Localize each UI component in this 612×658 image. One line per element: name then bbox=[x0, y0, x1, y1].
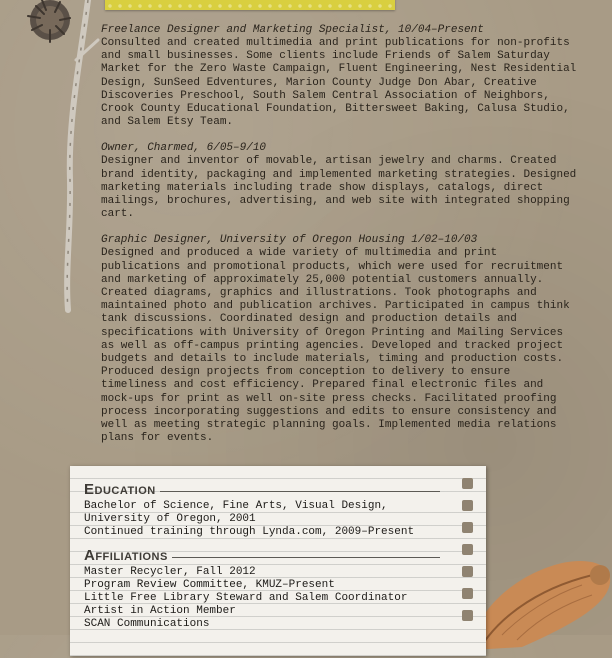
job-title: Freelance Designer and Marketing Specialist, 10/04–Present bbox=[101, 24, 484, 36]
affiliation-entry: Program Review Committee, KMUZ–Present bbox=[84, 579, 335, 591]
heading-rule bbox=[172, 557, 440, 558]
work-experience bbox=[101, 24, 581, 458]
affiliation-entry: SCAN Communications bbox=[84, 618, 210, 630]
binder-hole bbox=[462, 610, 473, 621]
heading-rule bbox=[160, 491, 440, 492]
job-description: Designed and produced a wide variety of multimedia and print publications and promotional products, which were used for recruitment and marketing of approximately 25,000 potential customers annually. Created diagrams, graphics and illustrations. Took photographs and maintained photo and publication archives. Participated in campus think tank discussions. Coordinated design and production details and specifications with University of Oregon Printing and Mailing Services as well as off-campus printing agencies. Developed and tracked project budgets and details to include materials, timing and production costs. Produced design projects from conception to delivery to ensure timeliness and cost efficiency. Prepared final electronic files and mock-ups for print as well on-site press checks. Facilitated proofing process incorporating suggestions and edits to ensure consistency and well as meeting strategic planning goals. Implemented media relations plans for events. bbox=[101, 247, 570, 445]
job-title: Graphic Designer, University of Oregon Housing 1/02–10/03 bbox=[101, 234, 478, 247]
affiliations-entries bbox=[84, 566, 486, 631]
binder-hole bbox=[462, 522, 473, 533]
job-entry-freelance bbox=[101, 24, 581, 129]
education-heading-text: Education bbox=[84, 480, 156, 498]
education-entry: University of Oregon, 2001 bbox=[84, 513, 256, 525]
affiliation-entry: Little Free Library Steward and Salem Coordinator bbox=[84, 592, 408, 604]
affiliations-heading bbox=[84, 546, 486, 564]
affiliation-entry: Master Recycler, Fall 2012 bbox=[84, 566, 256, 578]
education-heading bbox=[84, 480, 486, 498]
job-description: Designer and inventor of movable, artisan jewelry and charms. Created brand identity, packaging and implemented marketing strategies. Designed marketing materials including trade show displays, catalogs, direct mailings, brochures, advertising, and web site with integrated shopping cart. bbox=[101, 155, 577, 221]
education-entry: Bachelor of Science, Fine Arts, Visual Design, bbox=[84, 500, 388, 512]
job-entry-uo-housing bbox=[101, 234, 581, 445]
education-entries bbox=[84, 500, 486, 539]
job-description: Consulted and created multimedia and print publications for non-profits and small businesses. Some clients include Friends of Salem Saturday Market for the Zero Waste Campaign, Fluent Engineering, Nest Residential Design, SunSeed Edventures, Marion County Judge Don Abar, Creative Discoveries Preschool, South Salem Central Association of Neighbors, Crook County Educational Foundation, Bittersweet Baking, Calusa Studio, and Salem Etsy Team. bbox=[101, 37, 577, 129]
yellow-paper-scrap bbox=[105, 0, 395, 10]
binder-holes bbox=[462, 478, 474, 658]
binder-hole bbox=[462, 478, 473, 489]
affiliations-heading-text: Affiliations bbox=[84, 546, 168, 564]
affiliation-entry: Artist in Action Member bbox=[84, 605, 236, 617]
binder-hole bbox=[462, 566, 473, 577]
twig-decoration bbox=[10, 0, 100, 320]
binder-hole bbox=[462, 544, 473, 555]
job-entry-charmed bbox=[101, 142, 581, 221]
binder-hole bbox=[462, 500, 473, 511]
job-title: Owner, Charmed, 6/05–9/10 bbox=[101, 142, 267, 155]
notebook-paper bbox=[70, 466, 486, 656]
education-entry: Continued training through Lynda.com, 2009–Present bbox=[84, 526, 415, 538]
binder-hole bbox=[462, 588, 473, 599]
